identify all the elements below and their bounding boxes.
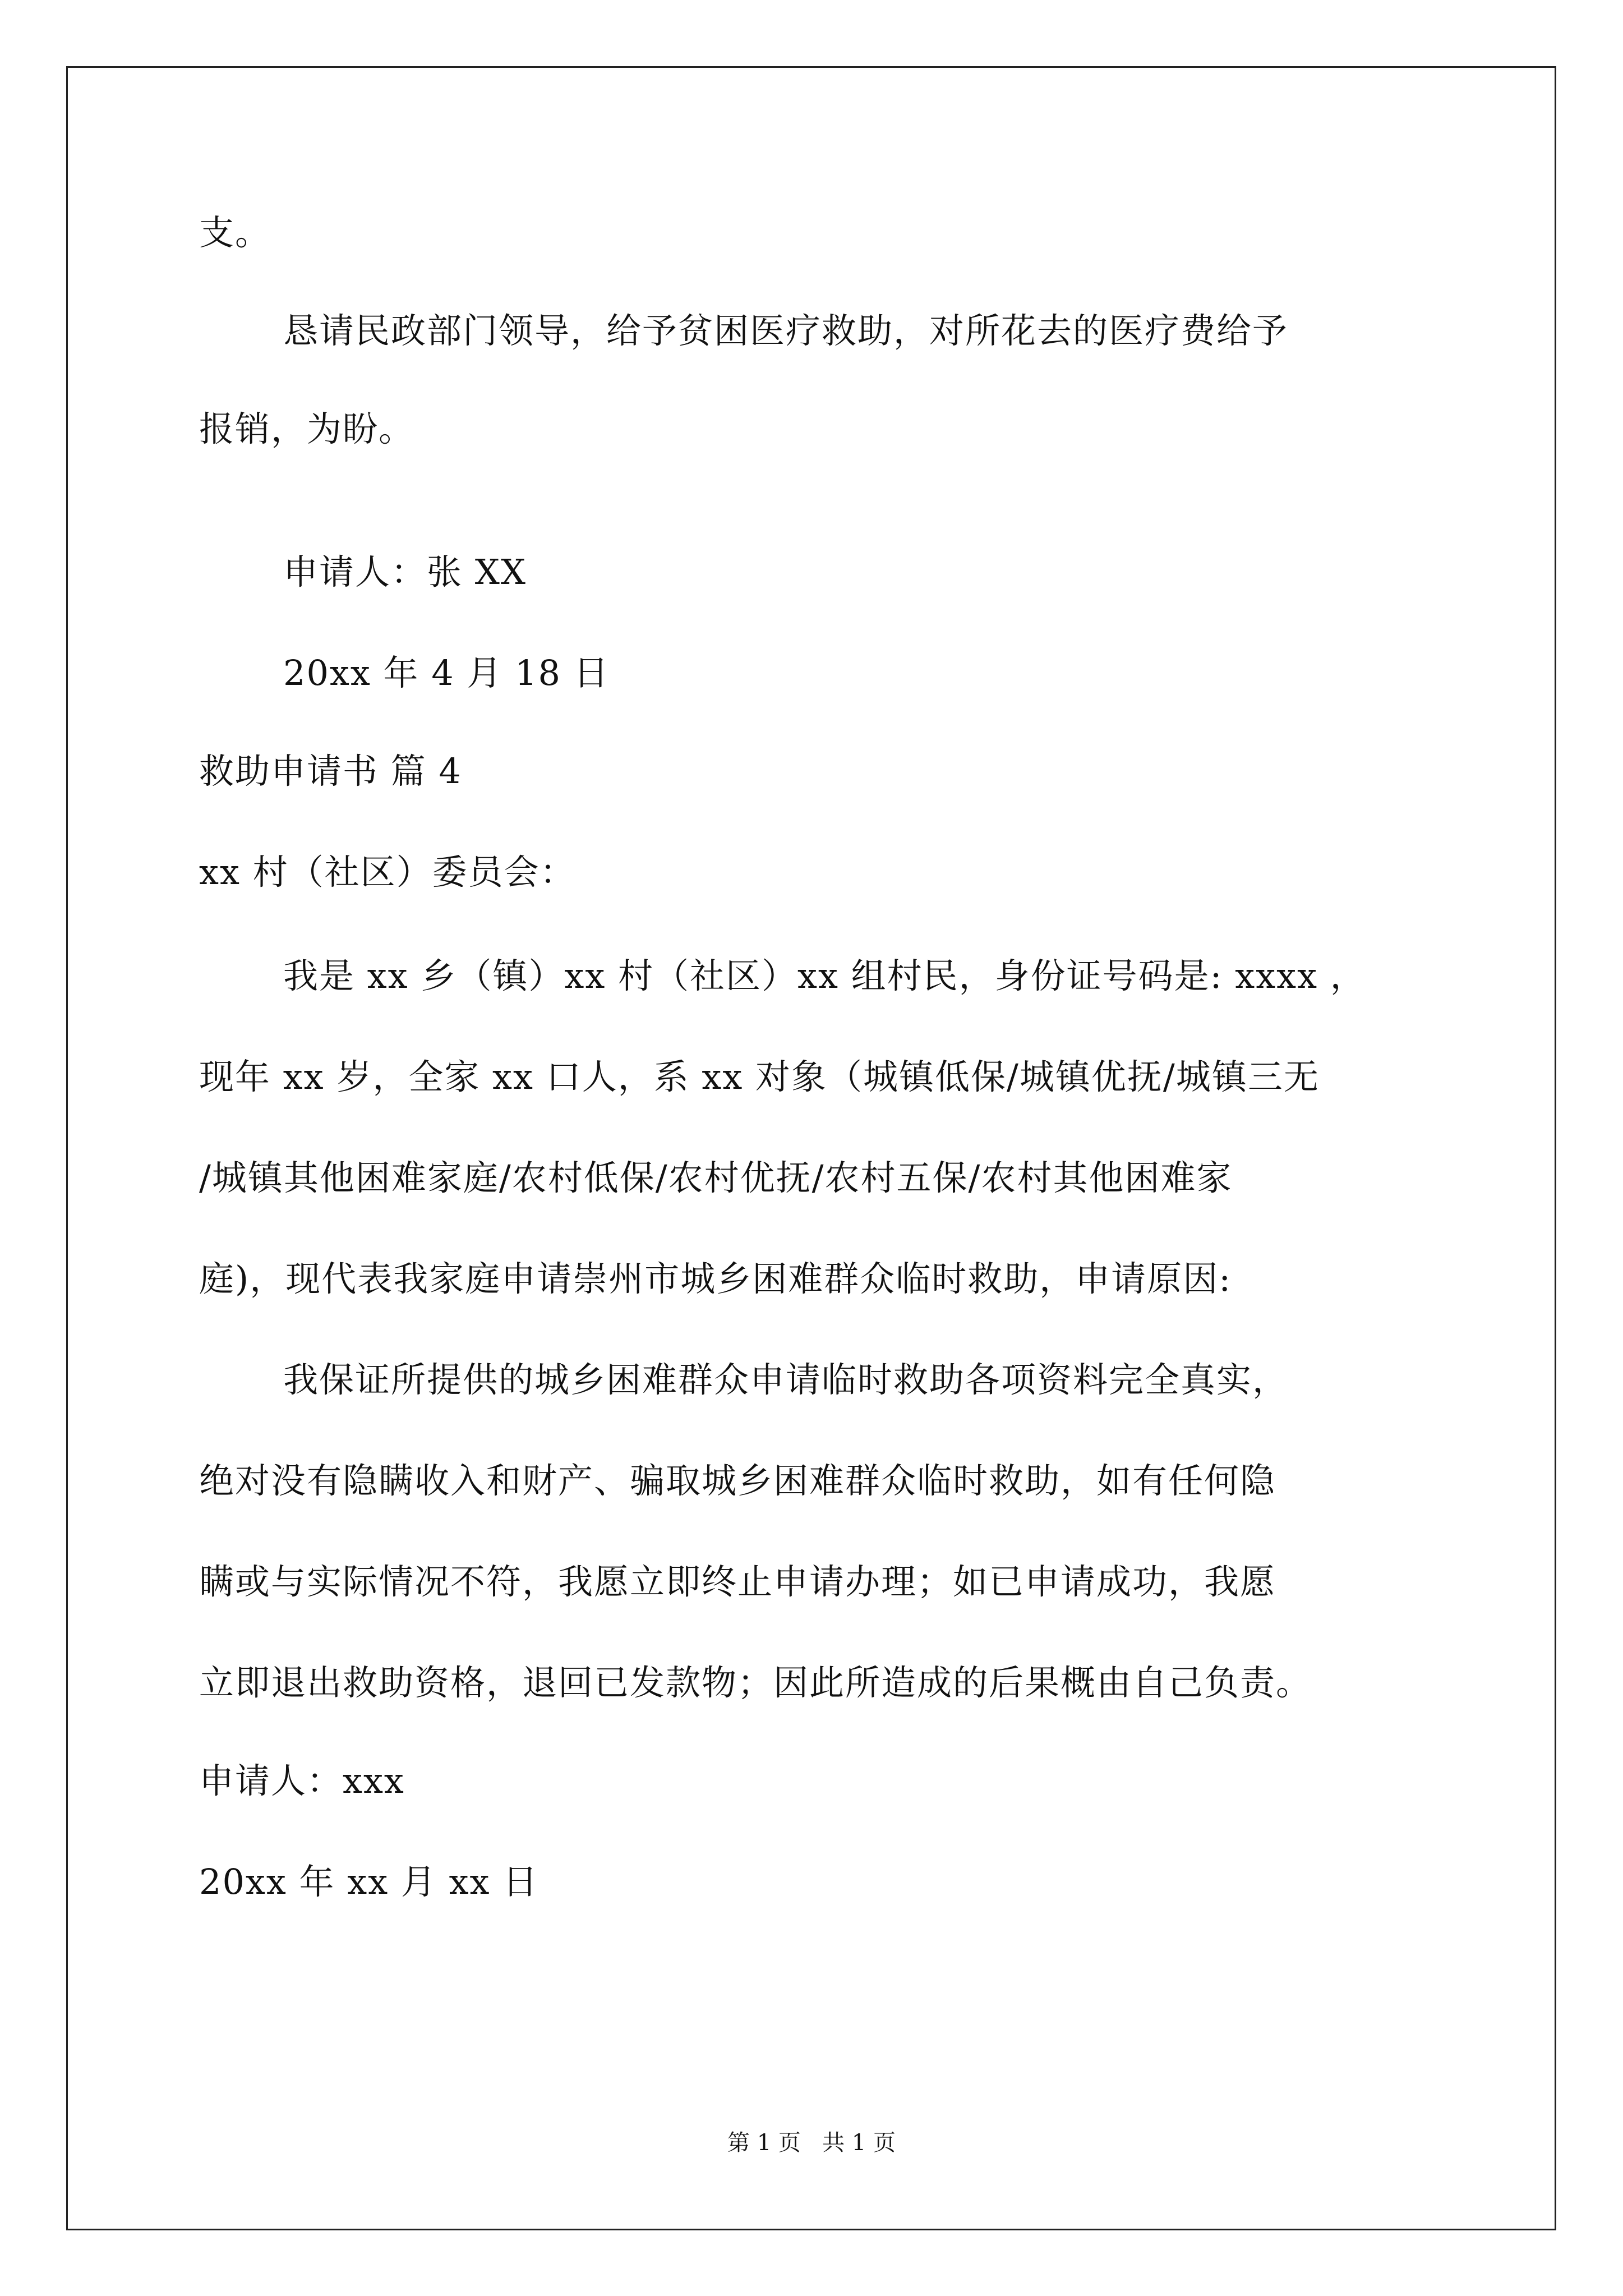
- body-line: 瞒或与实际情况不符，我愿立即终止申请办理；如已申请成功，我愿: [199, 1561, 1276, 1602]
- page-border: [66, 66, 1556, 2230]
- body-line: 我是 xx 乡（镇）xx 村（社区）xx 组村民，身份证号码是: xxxx ，: [283, 955, 1366, 996]
- applicant-signature: 申请人：张 XX: [283, 551, 527, 592]
- body-line: 立即退出救助资格，退回已发款物；因此所造成的后果概由自己负责。: [199, 1662, 1312, 1703]
- addressee: xx 村（社区）委员会：: [199, 852, 576, 892]
- body-line: 庭)，现代表我家庭申请崇州市城乡困难群众临时救助，申请原因:: [199, 1258, 1232, 1299]
- body-line: 现年 xx 岁，全家 xx 口人，系 xx 对象（城镇低保/城镇优抚/城镇三无: [199, 1056, 1320, 1097]
- application-date: 20xx 年 xx 月 xx 日: [199, 1861, 539, 1902]
- applicant-signature: 申请人：xxx: [199, 1760, 405, 1801]
- body-line: 我保证所提供的城乡困难群众申请临时救助各项资料完全真实，: [283, 1359, 1289, 1400]
- body-line: /城镇其他困难家庭/农村低保/农村优抚/农村五保/农村其他困难家: [199, 1157, 1233, 1198]
- body-line: 报销，为盼。: [199, 408, 415, 449]
- application-date: 20xx 年 4 月 18 日: [283, 652, 610, 693]
- body-line: 恳请民政部门领导，给予贫困医疗救助，对所花去的医疗费给予: [283, 310, 1289, 351]
- body-line: 绝对没有隐瞒收入和财产、骗取城乡困难群众临时救助，如有任何隐: [199, 1460, 1276, 1501]
- section-heading: 救助申请书 篇 4: [199, 751, 462, 792]
- body-line: 支。: [199, 212, 271, 253]
- page-number-footer: 第 1 页 共 1 页: [727, 2130, 896, 2156]
